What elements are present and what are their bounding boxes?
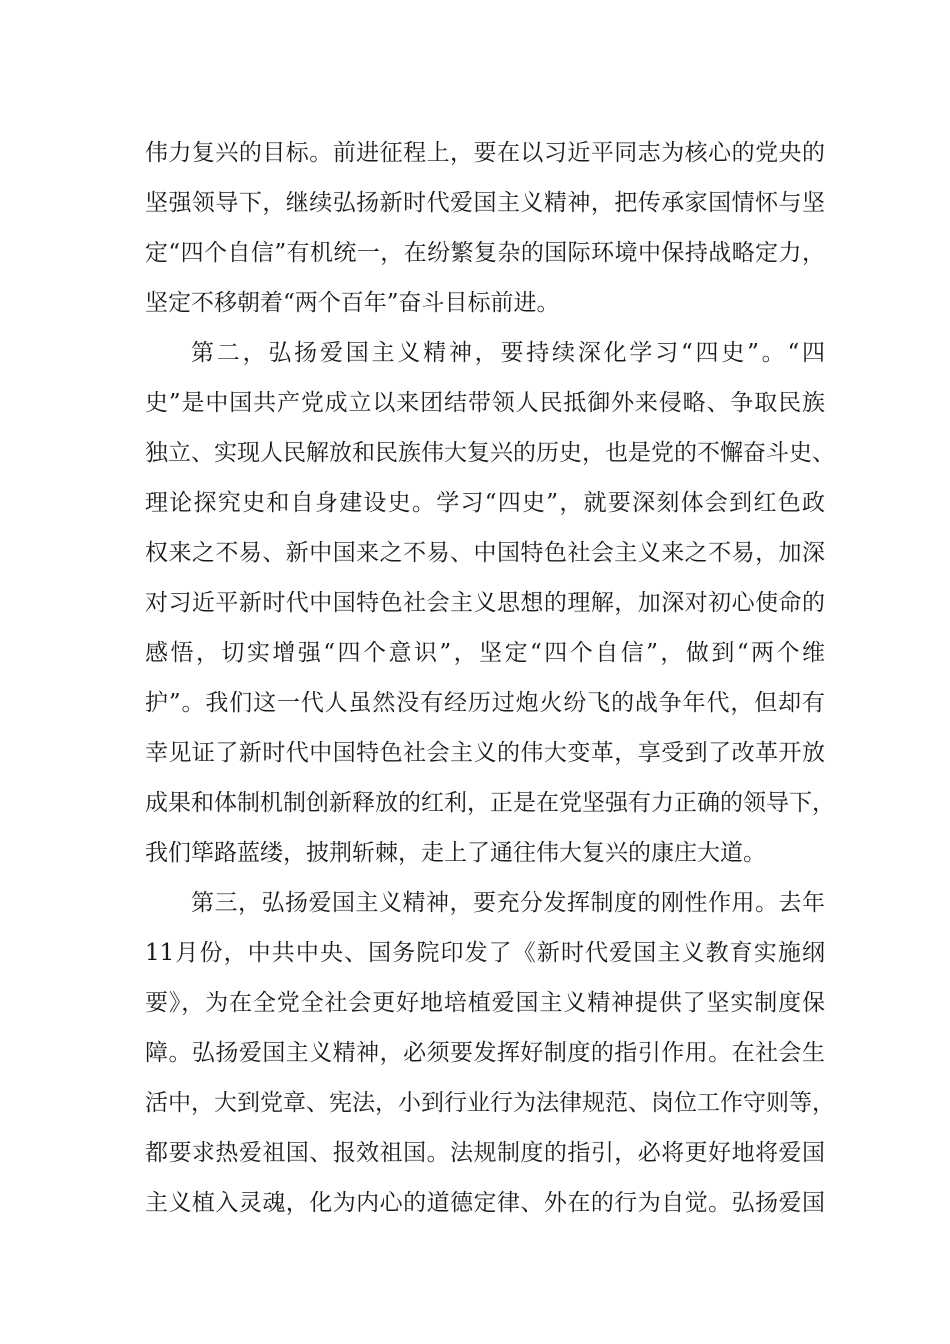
paragraph-first-line: 第二，弘扬爱国主义精神，要持续深化学习“四史”。“四 [191,340,825,366]
text-line: 对习近平新时代中国特色社会主义思想的理解，加深对初心使命的 [145,590,825,616]
text-line: 理论探究史和自身建设史。学习“四史”，就要深刻体会到红色政 [145,490,825,516]
text-line: 护”。我们这一代人虽然没有经历过炮火纷飞的战争年代，但却有 [145,690,825,716]
text-line: 独立、实现人民解放和民族伟大复兴的历史，也是党的不懈奋斗史、 [145,440,835,466]
text-line: 都要求热爱祖国、报效祖国。法规制度的指引，必将更好地将爱国 [145,1140,825,1166]
text-line: 坚强领导下，继续弘扬新时代爱国主义精神，把传承家国情怀与坚 [145,190,825,216]
text-line: 我们筚路蓝缕，披荆斩棘，走上了通往伟大复兴的康庄大道。 [145,840,766,866]
text-line: 权来之不易、新中国来之不易、中国特色社会主义来之不易，加深 [145,540,825,566]
text-line: 主义植入灵魂，化为内心的道德定律、外在的行为自觉。弘扬爱国 [145,1190,825,1216]
document-body [145,128,835,1228]
text-line: 感悟，切实增强“四个意识”，坚定“四个自信”，做到“两个维 [145,640,825,666]
text-line: 坚定不移朝着“两个百年”奋斗目标前进。 [145,290,560,316]
text-line: 11月份，中共中央、国务院印发了《新时代爱国主义教育实施纲 [145,940,825,966]
text-line: 伟力复兴的目标。前进征程上，要在以习近平同志为核心的党央的 [145,140,825,166]
text-line: 成果和体制机制创新释放的红利，正是在党坚强有力正确的领导下， [145,790,835,816]
text-line: 史”是中国共产党成立以来团结带领人民抵御外来侵略、争取民族 [145,390,825,416]
paragraph-first-line: 第三，弘扬爱国主义精神，要充分发挥制度的刚性作用。去年 [191,890,825,916]
text-line: 要》，为在全党全社会更好地培植爱国主义精神提供了坚实制度保 [145,990,825,1016]
text-line: 幸见证了新时代中国特色社会主义的伟大变革，享受到了改革开放 [145,740,825,766]
text-line: 活中，大到党章、宪法，小到行业行为法律规范、岗位工作守则等， [145,1090,835,1116]
text-line: 定“四个自信”有机统一，在纷繁复杂的国际环境中保持战略定力， [145,240,825,266]
text-line: 障。弘扬爱国主义精神，必须要发挥好制度的指引作用。在社会生 [145,1040,825,1066]
